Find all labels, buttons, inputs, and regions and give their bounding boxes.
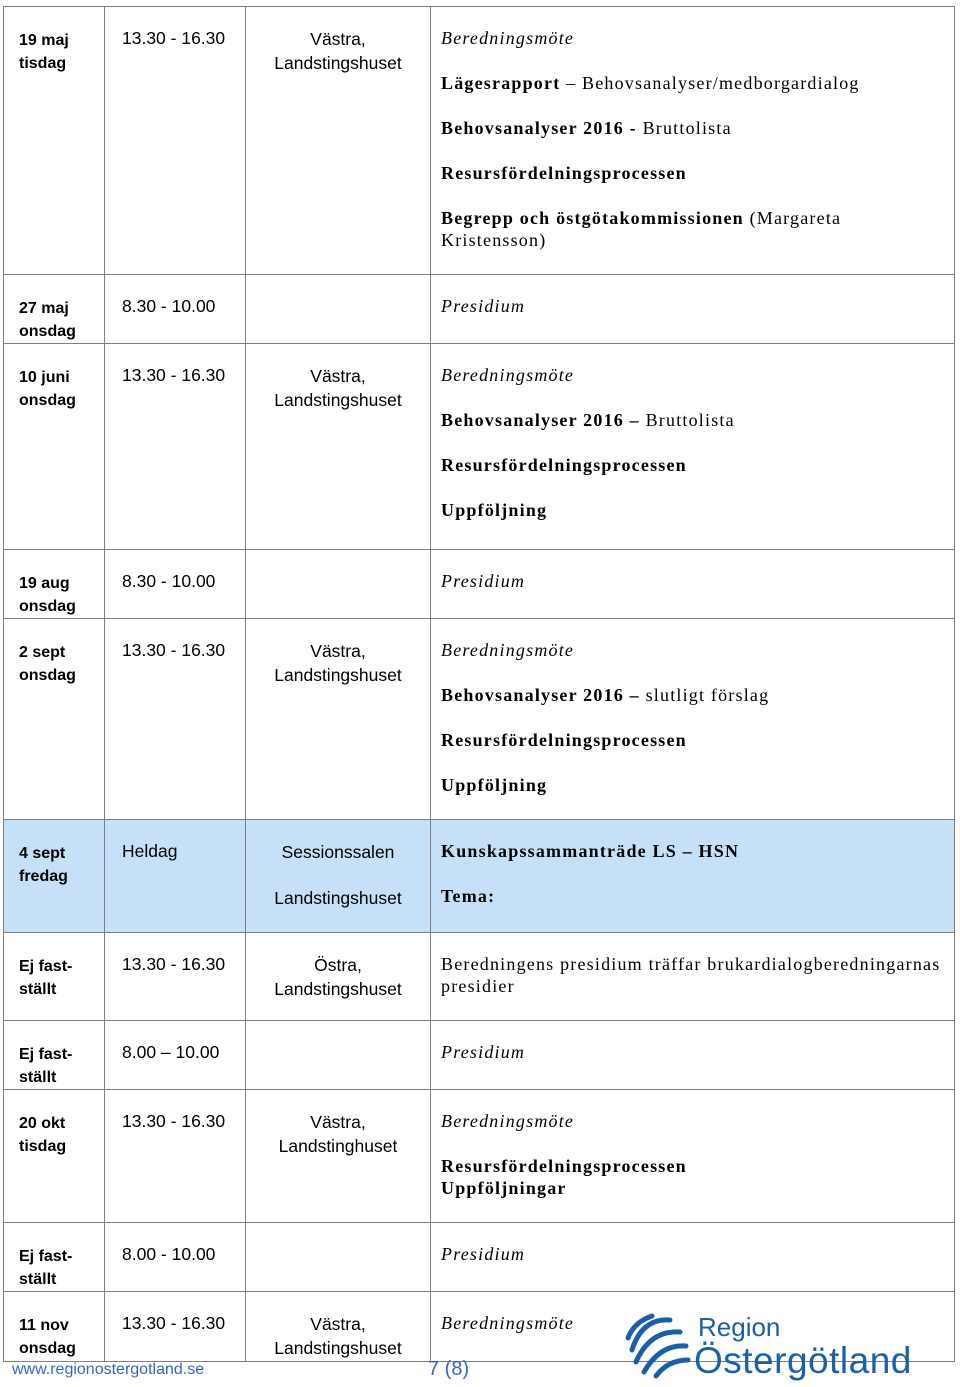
- time-text: 13.30 - 16.30: [122, 365, 226, 385]
- place-cell: [246, 275, 431, 344]
- place-text: Västra,: [310, 1112, 366, 1132]
- time-cell: [105, 7, 246, 275]
- place-text: Landstingshuset: [274, 665, 402, 685]
- date-text: 20 okt: [19, 1115, 66, 1132]
- place-text: Landstingshuset: [274, 53, 402, 73]
- time-text: 13.30 - 16.30: [122, 954, 226, 974]
- date-cell: [4, 820, 105, 933]
- place-cell: [246, 1292, 431, 1362]
- time-cell: [105, 550, 246, 619]
- agenda-cell: [431, 1021, 955, 1090]
- place-text: Landstingshuset: [274, 888, 402, 908]
- agenda-cell: [431, 1090, 955, 1223]
- time-cell: [105, 344, 246, 550]
- time-text: 8.30 - 10.00: [122, 571, 216, 591]
- schedule-row: [4, 820, 955, 933]
- agenda-cell: [431, 1223, 955, 1292]
- region-logo-icon: [622, 1310, 692, 1380]
- weekday-text: onsdag: [19, 598, 76, 615]
- place-cell: [246, 7, 431, 275]
- time-text: 13.30 - 16.30: [122, 1111, 226, 1131]
- place-cell: [246, 619, 431, 820]
- agenda-item-part: Lägesrapport: [441, 73, 561, 93]
- place-cell: [246, 1223, 431, 1292]
- date-text: 10 juni: [19, 369, 70, 386]
- footer-url[interactable]: www.regionostergotland.se: [12, 1361, 205, 1378]
- agenda-item: Resursfördelningsprocessen: [441, 1156, 687, 1176]
- agenda-item: Presidium: [441, 1244, 526, 1264]
- date-cell: [4, 344, 105, 550]
- agenda-item: Uppföljningar: [441, 1178, 567, 1198]
- place-text: Västra,: [310, 1314, 366, 1334]
- agenda-item-part: – Behovsanalyser/medborgardialog: [560, 73, 860, 93]
- agenda-item: Beredningsmöte: [441, 640, 575, 660]
- weekday-text: ställt: [19, 981, 57, 998]
- time-text: 13.30 - 16.30: [122, 1313, 226, 1333]
- logo-region-text: Region: [698, 1312, 781, 1342]
- agenda-item: Beredningsmöte: [441, 1111, 575, 1131]
- place-cell: [246, 550, 431, 619]
- time-text: 8.00 - 10.00: [122, 1244, 216, 1264]
- weekday-text: onsdag: [19, 667, 76, 684]
- schedule-row: [4, 1090, 955, 1223]
- agenda-cell: [431, 550, 955, 619]
- agenda-item: Resursfördelningsprocessen: [441, 730, 687, 750]
- agenda-item: [441, 117, 944, 139]
- schedule-row: [4, 275, 955, 344]
- place-text: Västra,: [310, 366, 366, 386]
- agenda-item: [441, 409, 944, 431]
- weekday-text: onsdag: [19, 1340, 76, 1357]
- agenda-item: Beredningsmöte: [441, 28, 575, 48]
- place-text: Sessionssalen: [281, 842, 395, 862]
- time-cell: [105, 619, 246, 820]
- place-text: Landstingshuset: [274, 1338, 402, 1358]
- schedule-body: [4, 7, 955, 1362]
- agenda-item-part: Begrepp och östgötakommissionen: [441, 208, 744, 228]
- agenda-item-part: Behovsanalyser 2016 -: [441, 118, 637, 138]
- agenda-item: Kunskapssammanträde LS – HSN: [441, 841, 740, 861]
- agenda-item-part: Bruttolista: [636, 118, 732, 138]
- date-text: Ej fast-: [19, 958, 73, 975]
- place-text: Landstinghuset: [278, 1136, 398, 1156]
- date-text: 19 aug: [19, 575, 70, 592]
- agenda-item-part: Bruttolista: [639, 410, 735, 430]
- weekday-text: onsdag: [19, 323, 76, 340]
- time-text: 13.30 - 16.30: [122, 640, 226, 660]
- weekday-text: tisdag: [19, 1138, 67, 1155]
- schedule-row: [4, 933, 955, 1021]
- agenda-item: Beredningsmöte: [441, 1313, 575, 1333]
- date-text: 2 sept: [19, 644, 66, 661]
- date-cell: [4, 275, 105, 344]
- agenda-item: Beredningens presidium träffar brukardialogberedningarnas presidier: [441, 954, 941, 996]
- place-cell: [246, 820, 431, 933]
- date-cell: [4, 550, 105, 619]
- agenda-cell: [431, 275, 955, 344]
- agenda-cell: [431, 344, 955, 550]
- weekday-text: ställt: [19, 1069, 57, 1086]
- schedule-row: [4, 7, 955, 275]
- place-text: Landstingshuset: [274, 979, 402, 999]
- weekday-text: onsdag: [19, 392, 76, 409]
- date-text: 4 sept: [19, 845, 66, 862]
- time-text: Heldag: [122, 841, 178, 861]
- date-cell: [4, 619, 105, 820]
- agenda-item: Resursfördelningsprocessen: [441, 455, 687, 475]
- place-text: Östra,: [314, 955, 362, 975]
- agenda-item-part: Behovsanalyser 2016 –: [441, 410, 640, 430]
- schedule-row: [4, 344, 955, 550]
- date-text: 11 nov: [19, 1317, 69, 1334]
- time-cell: [105, 275, 246, 344]
- agenda-item: Presidium: [441, 571, 526, 591]
- weekday-text: ställt: [19, 1271, 57, 1288]
- agenda-item: [441, 207, 944, 251]
- agenda-cell: [431, 7, 955, 275]
- weekday-text: fredag: [19, 868, 68, 885]
- time-cell: [105, 933, 246, 1021]
- schedule-row: [4, 1223, 955, 1292]
- time-text: 8.30 - 10.00: [122, 296, 216, 316]
- agenda-item: Tema:: [441, 886, 496, 906]
- time-cell: [105, 1090, 246, 1223]
- agenda-cell: [431, 933, 955, 1021]
- time-cell: [105, 1021, 246, 1090]
- schedule-table: [3, 6, 955, 1362]
- place-cell: [246, 933, 431, 1021]
- page-number: 7 (8): [428, 1358, 470, 1380]
- region-logo: [622, 1310, 912, 1382]
- schedule-row: [4, 619, 955, 820]
- time-text: 8.00 – 10.00: [122, 1042, 220, 1062]
- agenda-cell: [431, 619, 955, 820]
- place-cell: [246, 344, 431, 550]
- date-text: Ej fast-: [19, 1248, 73, 1265]
- date-text: 19 maj: [19, 32, 69, 49]
- date-cell: [4, 1292, 105, 1362]
- date-text: Ej fast-: [19, 1046, 73, 1063]
- date-cell: [4, 933, 105, 1021]
- date-text: 27 maj: [19, 300, 69, 317]
- date-cell: [4, 1090, 105, 1223]
- agenda-item: Beredningsmöte: [441, 365, 575, 385]
- schedule-row: [4, 550, 955, 619]
- date-cell: [4, 7, 105, 275]
- place-text: Västra,: [310, 29, 366, 49]
- agenda-item: [441, 72, 944, 94]
- agenda-item-part: Behovsanalyser 2016 –: [441, 685, 640, 705]
- agenda-item: Uppföljning: [441, 775, 548, 795]
- date-cell: [4, 1021, 105, 1090]
- logo-ostergotland-text: Östergötland: [694, 1340, 912, 1381]
- place-text: Landstingshuset: [274, 390, 402, 410]
- agenda-item: Presidium: [441, 1042, 526, 1062]
- agenda-item-part: slutligt förslag: [639, 685, 770, 705]
- agenda-cell: [431, 820, 955, 933]
- agenda-item: Resursfördelningsprocessen: [441, 163, 687, 183]
- agenda-item: [441, 684, 944, 706]
- agenda-item: Presidium: [441, 296, 526, 316]
- place-cell: [246, 1021, 431, 1090]
- weekday-text: tisdag: [19, 55, 67, 72]
- time-text: 13.30 - 16.30: [122, 28, 226, 48]
- date-cell: [4, 1223, 105, 1292]
- place-cell: [246, 1090, 431, 1223]
- time-cell: [105, 1292, 246, 1362]
- agenda-item: Uppföljning: [441, 500, 548, 520]
- place-text: Västra,: [310, 641, 366, 661]
- agenda-item-part: (Margareta Kristensson): [441, 208, 842, 250]
- time-cell: [105, 1223, 246, 1292]
- time-cell: [105, 820, 246, 933]
- schedule-row: [4, 1021, 955, 1090]
